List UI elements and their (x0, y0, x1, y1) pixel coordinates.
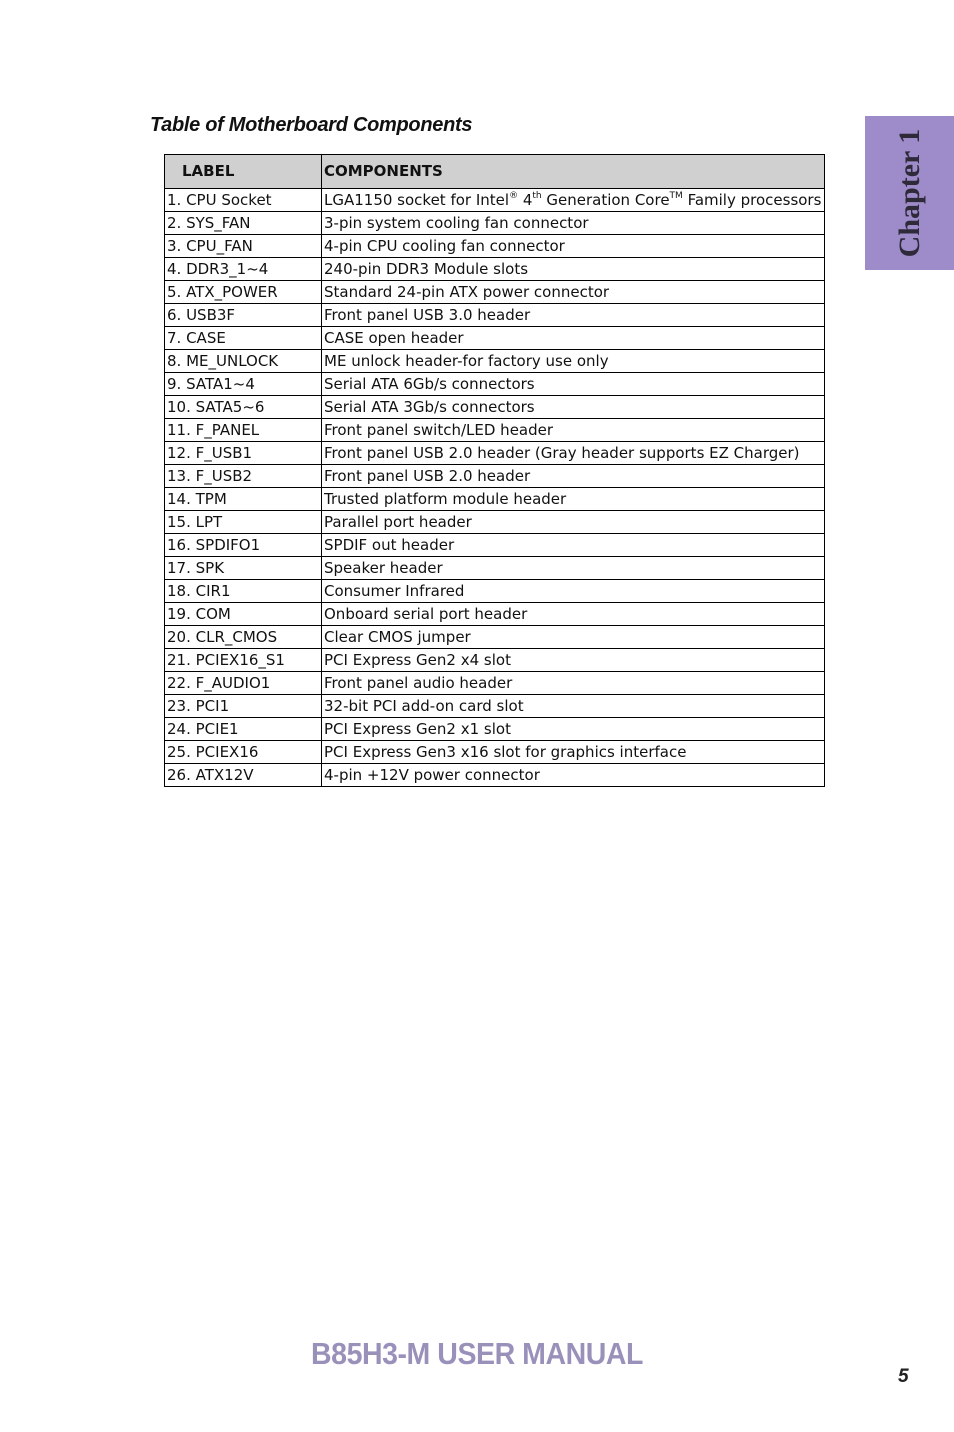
row-component: Serial ATA 3Gb/s connectors (322, 396, 825, 419)
row-label: 8. ME_UNLOCK (165, 350, 322, 373)
row-label: 17. SPK (165, 557, 322, 580)
component-text: LGA1150 socket for Intel (324, 191, 510, 209)
row-component: 3-pin system cooling fan connector (322, 212, 825, 235)
chapter-tab (865, 116, 954, 270)
table-row (165, 741, 825, 764)
row-component: 4-pin +12V power connector (322, 764, 825, 787)
table-row (165, 327, 825, 350)
chapter-tab-label: Chapter 1 (892, 128, 926, 258)
row-component: CASE open header (322, 327, 825, 350)
row-label: 4. DDR3_1~4 (165, 258, 322, 281)
row-component: Consumer Infrared (322, 580, 825, 603)
row-component: Front panel USB 2.0 header (322, 465, 825, 488)
components-table (164, 154, 825, 787)
label-column-header: LABEL (165, 155, 322, 189)
row-component: Standard 24-pin ATX power connector (322, 281, 825, 304)
table-row (165, 626, 825, 649)
row-label: 10. SATA5~6 (165, 396, 322, 419)
table-row (165, 511, 825, 534)
row-component (322, 189, 825, 212)
row-label: 11. F_PANEL (165, 419, 322, 442)
row-component: 240-pin DDR3 Module slots (322, 258, 825, 281)
row-label: 6. USB3F (165, 304, 322, 327)
row-component: PCI Express Gen3 x16 slot for graphics interface (322, 741, 825, 764)
row-label: 12. F_USB1 (165, 442, 322, 465)
page-title: Table of Motherboard Components (150, 114, 473, 136)
row-component: Clear CMOS jumper (322, 626, 825, 649)
table-row (165, 189, 825, 212)
row-component: PCI Express Gen2 x4 slot (322, 649, 825, 672)
table-row (165, 258, 825, 281)
component-text: 4 (518, 191, 533, 209)
row-label: 3. CPU_FAN (165, 235, 322, 258)
table-header-row (165, 155, 825, 189)
table-row (165, 718, 825, 741)
row-label: 25. PCIEX16 (165, 741, 322, 764)
table-row (165, 649, 825, 672)
component-text: Family processors (682, 191, 822, 209)
table-row (165, 304, 825, 327)
row-label: 26. ATX12V (165, 764, 322, 787)
row-component: 32-bit PCI add-on card slot (322, 695, 825, 718)
trademark-mark: TM (669, 191, 683, 201)
table-row (165, 212, 825, 235)
row-component: SPDIF out header (322, 534, 825, 557)
row-label: 21. PCIEX16_S1 (165, 649, 322, 672)
table-row (165, 373, 825, 396)
table-row (165, 580, 825, 603)
table-row (165, 396, 825, 419)
row-label: 22. F_AUDIO1 (165, 672, 322, 695)
row-component: 4-pin CPU cooling fan connector (322, 235, 825, 258)
row-component: Trusted platform module header (322, 488, 825, 511)
table-row (165, 442, 825, 465)
ordinal-suffix: th (532, 191, 542, 201)
row-component: Speaker header (322, 557, 825, 580)
registered-mark: ® (509, 191, 519, 201)
row-component: Front panel switch/LED header (322, 419, 825, 442)
table-row (165, 281, 825, 304)
row-component: ME unlock header-for factory use only (322, 350, 825, 373)
row-component: Front panel USB 3.0 header (322, 304, 825, 327)
row-label: 9. SATA1~4 (165, 373, 322, 396)
row-label: 24. PCIE1 (165, 718, 322, 741)
table-row (165, 672, 825, 695)
row-label: 20. CLR_CMOS (165, 626, 322, 649)
row-label: 23. PCI1 (165, 695, 322, 718)
row-label: 13. F_USB2 (165, 465, 322, 488)
row-label: 1. CPU Socket (165, 189, 322, 212)
row-component: Onboard serial port header (322, 603, 825, 626)
row-label: 15. LPT (165, 511, 322, 534)
table-row (165, 764, 825, 787)
table-row (165, 488, 825, 511)
component-text: Generation Core (541, 191, 670, 209)
table-row (165, 465, 825, 488)
table-row (165, 534, 825, 557)
table-row (165, 695, 825, 718)
table-row (165, 557, 825, 580)
row-label: 14. TPM (165, 488, 322, 511)
row-label: 19. COM (165, 603, 322, 626)
row-label: 5. ATX_POWER (165, 281, 322, 304)
table-row (165, 603, 825, 626)
table-row (165, 235, 825, 258)
row-label: 2. SYS_FAN (165, 212, 322, 235)
row-component: Front panel audio header (322, 672, 825, 695)
row-component: Front panel USB 2.0 header (Gray header supports EZ Charger) (322, 442, 825, 465)
row-label: 16. SPDIFO1 (165, 534, 322, 557)
row-label: 18. CIR1 (165, 580, 322, 603)
manual-title-footer: B85H3-M USER MANUAL (311, 1336, 643, 1371)
table-row (165, 350, 825, 373)
table-row (165, 419, 825, 442)
page-number: 5 (898, 1366, 909, 1387)
row-component: PCI Express Gen2 x1 slot (322, 718, 825, 741)
row-component: Parallel port header (322, 511, 825, 534)
row-component: Serial ATA 6Gb/s connectors (322, 373, 825, 396)
row-label: 7. CASE (165, 327, 322, 350)
components-column-header: COMPONENTS (322, 155, 825, 189)
